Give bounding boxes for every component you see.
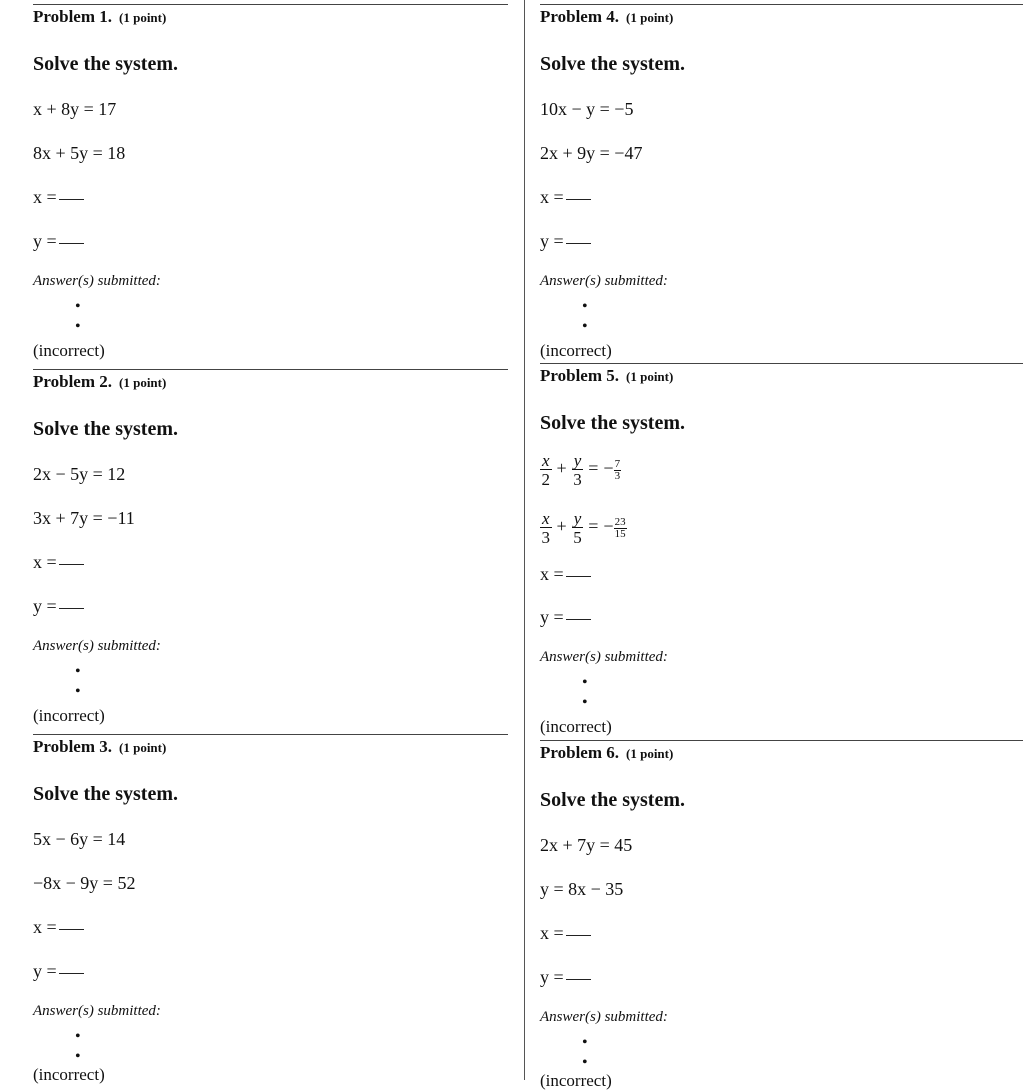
answer-status: (incorrect) [33, 706, 105, 725]
answers-list [75, 297, 81, 337]
equation-1: 5x − 6y = 14 [33, 829, 126, 849]
y-answer-blank[interactable] [566, 618, 591, 620]
equation-1 [540, 452, 621, 488]
answer-bullet: • [75, 1028, 81, 1045]
answer-bullet: • [582, 1054, 588, 1071]
answers-submitted-label: Answer(s) submitted: [540, 1009, 668, 1025]
problem-points: (1 point) [626, 369, 674, 384]
y-answer-blank[interactable] [59, 242, 84, 244]
problem-title: Problem 2. [33, 372, 113, 391]
y-answer-row [540, 231, 591, 252]
left-column [33, 0, 508, 1084]
fraction-denominator: 3 [614, 469, 621, 482]
problem-title: Problem 5. [540, 366, 620, 385]
answer-bullet: • [75, 663, 81, 680]
y-label: y = [33, 961, 57, 981]
fraction-denominator: 15 [614, 527, 626, 540]
answer-bullet: • [75, 1048, 81, 1065]
x-answer-blank[interactable] [59, 198, 84, 200]
answers-list [582, 1033, 588, 1073]
equation-2 [540, 510, 627, 546]
x-answer-row [540, 564, 591, 585]
answer-bullet: • [75, 298, 81, 315]
answers-submitted-label: Answer(s) submitted: [540, 273, 668, 289]
answers-submitted-label: Answer(s) submitted: [33, 1003, 161, 1019]
problem-points: (1 point) [119, 10, 167, 25]
x-answer-row [540, 923, 591, 944]
x-answer-row [540, 187, 591, 208]
problem-header [540, 366, 673, 386]
x-answer-row [33, 917, 84, 938]
answer-status: (incorrect) [540, 341, 612, 360]
problem-points: (1 point) [119, 375, 167, 390]
answers-submitted-label: Answer(s) submitted: [540, 649, 668, 665]
x-answer-blank[interactable] [566, 575, 591, 577]
answers-submitted-label: Answer(s) submitted: [33, 273, 161, 289]
problem-3 [33, 734, 508, 1084]
equation-1: x + 8y = 17 [33, 99, 117, 119]
problem-6 [540, 740, 1023, 1090]
y-answer-row [33, 231, 84, 252]
plus-sign: + [556, 516, 567, 537]
y-label: y = [33, 596, 57, 616]
equation-2: 8x + 5y = 18 [33, 143, 126, 163]
equation-1: 2x − 5y = 12 [33, 464, 126, 484]
y-label: y = [33, 231, 57, 251]
x-label: x = [33, 187, 57, 207]
problem-points: (1 point) [119, 740, 167, 755]
equation-1: 10x − y = −5 [540, 99, 634, 119]
problem-header [540, 7, 673, 27]
equation-2: −8x − 9y = 52 [33, 873, 136, 893]
fraction-y-over-3 [572, 452, 584, 488]
fraction-numerator: y [573, 451, 582, 470]
fraction-denominator: 3 [541, 528, 551, 547]
column-divider [524, 0, 525, 1080]
answer-bullet: • [582, 694, 588, 711]
answer-status: (incorrect) [33, 341, 105, 360]
problem-title: Problem 6. [540, 743, 620, 762]
y-answer-row [540, 967, 591, 988]
y-answer-blank[interactable] [59, 607, 84, 609]
problem-2 [33, 369, 508, 725]
problem-title: Problem 1. [33, 7, 113, 26]
problem-header [33, 737, 166, 757]
fraction-x-over-3 [540, 510, 552, 546]
fraction-denominator: 3 [573, 470, 582, 489]
problem-prompt: Solve the system. [33, 418, 178, 440]
problem-prompt: Solve the system. [540, 412, 685, 434]
fraction-numerator: y [573, 509, 582, 528]
fraction-numerator: x [542, 509, 550, 528]
answer-bullet: • [582, 318, 588, 335]
fraction-numerator: x [542, 451, 550, 470]
y-answer-row [33, 961, 84, 982]
problem-points: (1 point) [626, 746, 674, 761]
answers-list [75, 1027, 81, 1067]
answers-list [582, 673, 588, 713]
problem-title: Problem 4. [540, 7, 620, 26]
fraction-x-over-2 [540, 452, 552, 488]
answer-bullet: • [75, 318, 81, 335]
equation-1: 2x + 7y = 45 [540, 835, 633, 855]
equals-sign: = [588, 458, 599, 479]
fraction-numerator: 7 [614, 457, 621, 470]
y-answer-blank[interactable] [59, 972, 84, 974]
fraction-23-over-15 [614, 517, 627, 540]
fraction-y-over-5 [572, 510, 584, 546]
problem-prompt: Solve the system. [33, 783, 178, 805]
fraction-denominator: 5 [573, 528, 582, 547]
problem-header [33, 7, 166, 27]
x-label: x = [540, 564, 564, 584]
answer-bullet: • [582, 298, 588, 315]
problem-prompt: Solve the system. [540, 789, 685, 811]
answer-bullet: • [582, 674, 588, 691]
x-label: x = [33, 917, 57, 937]
equation-2: 3x + 7y = −11 [33, 508, 135, 528]
problem-header [33, 372, 166, 392]
equals-sign: = [588, 516, 599, 537]
minus-sign: − [603, 458, 614, 479]
answers-submitted-label: Answer(s) submitted: [33, 638, 161, 654]
x-answer-blank[interactable] [59, 563, 84, 565]
right-column [540, 0, 1023, 1090]
problem-title: Problem 3. [33, 737, 113, 756]
problem-5 [540, 363, 1023, 736]
y-label: y = [540, 967, 564, 987]
y-label: y = [540, 607, 564, 627]
x-label: x = [33, 552, 57, 572]
x-answer-blank[interactable] [566, 198, 591, 200]
x-answer-blank[interactable] [59, 928, 84, 930]
y-answer-row [33, 596, 84, 617]
answer-status: (incorrect) [33, 1065, 105, 1084]
problem-prompt: Solve the system. [33, 53, 178, 75]
x-answer-row [33, 552, 84, 573]
y-label: y = [540, 231, 564, 251]
answer-status: (incorrect) [540, 717, 612, 736]
x-answer-blank[interactable] [566, 934, 591, 936]
x-label: x = [540, 923, 564, 943]
problem-points: (1 point) [626, 10, 674, 25]
problem-4 [540, 4, 1023, 360]
plus-sign: + [556, 458, 567, 479]
y-answer-blank[interactable] [566, 242, 591, 244]
fraction-denominator: 2 [541, 470, 551, 489]
y-answer-row [540, 607, 591, 628]
equation-2: 2x + 9y = −47 [540, 143, 643, 163]
fraction-numerator: 23 [614, 515, 626, 528]
answer-status: (incorrect) [540, 1071, 612, 1090]
x-answer-row [33, 187, 84, 208]
equation-2: y = 8x − 35 [540, 879, 624, 899]
answer-bullet: • [75, 683, 81, 700]
fraction-7-over-3 [614, 459, 622, 482]
answer-bullet: • [582, 1034, 588, 1051]
answers-list [582, 297, 588, 337]
problem-prompt: Solve the system. [540, 53, 685, 75]
problem-header [540, 743, 673, 763]
problem-1 [33, 4, 508, 360]
y-answer-blank[interactable] [566, 978, 591, 980]
minus-sign: − [603, 516, 614, 537]
x-label: x = [540, 187, 564, 207]
answers-list [75, 662, 81, 702]
